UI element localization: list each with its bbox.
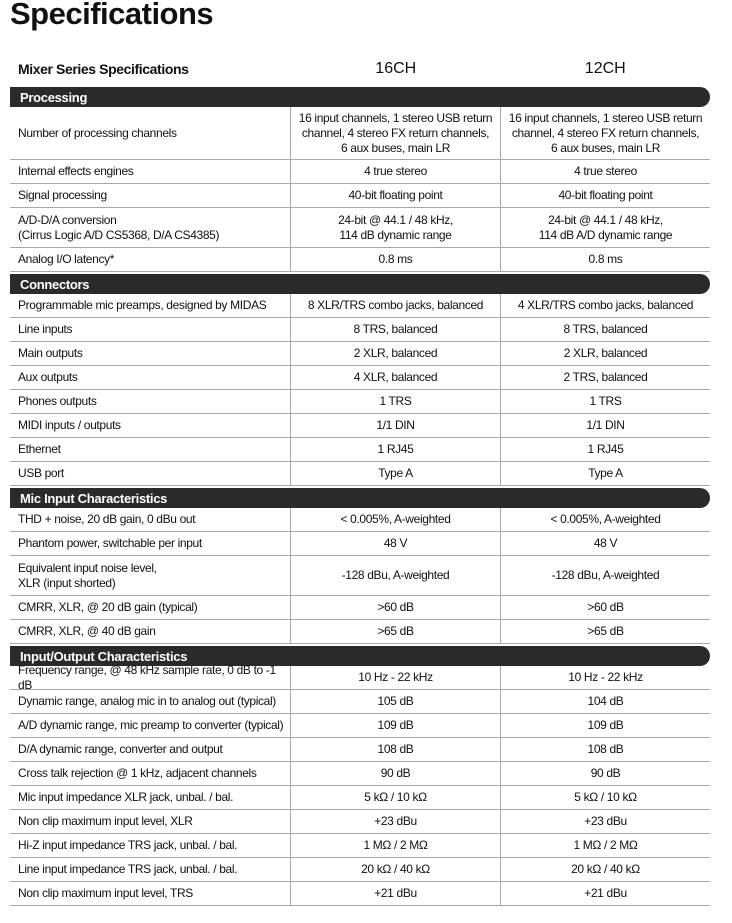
- spec-label-cell: [10, 390, 291, 413]
- spec-value-cell-16ch: [291, 834, 501, 857]
- column-header-16ch: 16CH: [375, 60, 417, 77]
- spec-row: [10, 184, 710, 208]
- spec-value-cell-16ch: [291, 294, 501, 317]
- spec-label-cell: [10, 107, 291, 159]
- spec-row: [10, 107, 710, 160]
- spec-label: MIDI inputs / outputs: [18, 418, 121, 432]
- spec-row: [10, 762, 710, 786]
- spec-label-cell: [10, 882, 291, 905]
- spec-value-cell-16ch: [291, 762, 501, 785]
- spec-label-cell: [10, 620, 291, 643]
- spec-value-cell-12ch: [501, 508, 710, 531]
- spec-row: [10, 342, 710, 366]
- spec-label: Cross talk rejection @ 1 kHz, adjacent channels: [18, 766, 257, 780]
- section-header-processing: Processing: [10, 87, 710, 107]
- spec-value-12ch: 1 MΩ / 2 MΩ: [573, 838, 638, 852]
- spec-value-cell-16ch: [291, 107, 501, 159]
- spec-value-cell-12ch: [501, 858, 710, 881]
- spec-row: [10, 858, 710, 882]
- spec-value-12ch: Type A: [588, 466, 623, 480]
- spec-value-cell-12ch: [501, 390, 710, 413]
- spec-label-cell: [10, 556, 291, 595]
- spec-label-cell: [10, 834, 291, 857]
- spec-value-cell-12ch: [501, 184, 710, 207]
- spec-value-12ch: 20 kΩ / 40 kΩ: [571, 862, 640, 876]
- spec-value-cell-16ch: [291, 810, 501, 833]
- spec-label-cell: [10, 294, 291, 317]
- spec-value-cell-16ch: [291, 556, 501, 595]
- spec-value-cell-16ch: [291, 532, 501, 555]
- spec-label: USB port: [18, 466, 64, 480]
- spec-value-cell-16ch: [291, 160, 501, 183]
- spec-row: [10, 390, 710, 414]
- spec-value-cell-12ch: [501, 318, 710, 341]
- spec-value-cell-12ch: [501, 438, 710, 461]
- spec-label: Hi-Z input impedance TRS jack, unbal. / bal.: [18, 838, 238, 852]
- spec-row: [10, 738, 710, 762]
- spec-row: [10, 834, 710, 858]
- spec-value-cell-12ch: [501, 786, 710, 809]
- spec-value-cell-16ch: [291, 248, 501, 271]
- spec-value-12ch: -128 dBu, A-weighted: [551, 568, 660, 582]
- spec-label: Mic input impedance XLR jack, unbal. / bal.: [18, 790, 234, 804]
- spec-value-cell-16ch: [291, 714, 501, 737]
- spec-value-16ch: +21 dBu: [374, 886, 417, 900]
- spec-value-cell-16ch: [291, 366, 501, 389]
- spec-value-12ch: 8 TRS, balanced: [563, 322, 648, 336]
- spec-label-cell: [10, 208, 291, 247]
- spec-value-cell-12ch: [501, 690, 710, 713]
- spec-row: [10, 208, 710, 248]
- spec-label: Line inputs: [18, 322, 73, 336]
- spec-value-cell-12ch: [501, 160, 710, 183]
- spec-label: Aux outputs: [18, 370, 78, 384]
- spec-label: A/D-D/A conversion (Cirrus Logic A/D CS5368, D/A CS4385): [18, 212, 220, 242]
- spec-value-12ch: 104 dB: [587, 694, 624, 708]
- spec-label: Main outputs: [18, 346, 83, 360]
- spec-value-cell-12ch: [501, 666, 710, 689]
- table-title: Mixer Series Specifications: [18, 61, 189, 77]
- spec-value-16ch: 5 kΩ / 10 kΩ: [364, 790, 427, 804]
- spec-value-cell-12ch: [501, 294, 710, 317]
- spec-value-12ch: 40-bit floating point: [558, 188, 653, 202]
- spec-value-cell-16ch: [291, 666, 501, 689]
- spec-value-16ch: 10 Hz - 22 kHz: [358, 670, 433, 684]
- spec-row: [10, 366, 710, 390]
- spec-label: Signal processing: [18, 188, 107, 202]
- section-header-input-output-characteristics: Input/Output Characteristics: [10, 646, 710, 666]
- spec-value-16ch: 20 kΩ / 40 kΩ: [361, 862, 430, 876]
- spec-label: Internal effects engines: [18, 164, 134, 178]
- spec-value-cell-16ch: [291, 596, 501, 619]
- spec-label: Frequency range, @ 48 kHz sample rate, 0 dB to -1 dB: [18, 662, 276, 692]
- spec-value-cell-16ch: [291, 342, 501, 365]
- spec-value-16ch: 90 dB: [380, 766, 411, 780]
- spec-value-cell-16ch: [291, 620, 501, 643]
- spec-label-cell: [10, 532, 291, 555]
- spec-value-16ch: 40-bit floating point: [348, 188, 443, 202]
- spec-value-12ch: +21 dBu: [584, 886, 627, 900]
- spec-value-cell-12ch: [501, 414, 710, 437]
- spec-label: THD + noise, 20 dB gain, 0 dBu out: [18, 512, 196, 526]
- spec-value-12ch: 4 true stereo: [574, 164, 637, 178]
- specifications-table: [10, 85, 710, 906]
- spec-value-12ch: 90 dB: [590, 766, 621, 780]
- spec-label: Line input impedance TRS jack, unbal. / bal.: [18, 862, 238, 876]
- spec-value-12ch: 108 dB: [587, 742, 624, 756]
- spec-value-16ch: 8 XLR/TRS combo jacks, balanced: [307, 298, 484, 312]
- spec-value-cell-16ch: [291, 690, 501, 713]
- spec-label: Phantom power, switchable per input: [18, 536, 202, 550]
- spec-label: Non clip maximum input level, TRS: [18, 886, 193, 900]
- spec-value-16ch: 109 dB: [377, 718, 414, 732]
- spec-value-16ch: Type A: [378, 466, 413, 480]
- spec-value-cell-16ch: [291, 882, 501, 905]
- spec-value-16ch: 4 XLR, balanced: [353, 370, 438, 384]
- spec-value-16ch: -128 dBu, A-weighted: [341, 568, 450, 582]
- spec-row: [10, 294, 710, 318]
- spec-row: [10, 556, 710, 596]
- spec-row: [10, 596, 710, 620]
- spec-value-12ch: 4 XLR/TRS combo jacks, balanced: [517, 298, 694, 312]
- spec-value-cell-12ch: [501, 366, 710, 389]
- spec-value-12ch: >65 dB: [587, 624, 624, 638]
- spec-value-cell-12ch: [501, 738, 710, 761]
- spec-value-16ch: 16 input channels, 1 stereo USB return channel, 4 stereo FX return channels, 6 aux buses, main LR: [298, 110, 493, 155]
- spec-row: [10, 508, 710, 532]
- spec-value-12ch: 0.8 ms: [588, 252, 623, 266]
- spec-value-cell-16ch: [291, 462, 501, 485]
- spec-value-12ch: 48 V: [593, 536, 618, 550]
- spec-value-cell-12ch: [501, 342, 710, 365]
- spec-value-cell-12ch: [501, 762, 710, 785]
- spec-row: [10, 414, 710, 438]
- spec-value-cell-12ch: [501, 810, 710, 833]
- spec-row: [10, 438, 710, 462]
- spec-value-cell-16ch: [291, 414, 501, 437]
- spec-row: [10, 882, 710, 906]
- spec-label: Ethernet: [18, 442, 61, 456]
- spec-label-cell: [10, 160, 291, 183]
- spec-label: Number of processing channels: [18, 125, 177, 140]
- spec-label-cell: [10, 596, 291, 619]
- spec-row: [10, 318, 710, 342]
- section-header-connectors: Connectors: [10, 274, 710, 294]
- spec-label-cell: [10, 318, 291, 341]
- spec-label-cell: [10, 662, 291, 692]
- spec-label: D/A dynamic range, converter and output: [18, 742, 223, 756]
- spec-value-cell-16ch: [291, 208, 501, 247]
- spec-label: Equivalent input noise level, XLR (input shorted): [18, 560, 157, 590]
- spec-label-cell: [10, 786, 291, 809]
- spec-value-16ch: >65 dB: [377, 624, 414, 638]
- spec-label: Analog I/O latency*: [18, 252, 115, 266]
- spec-value-12ch: 1 RJ45: [587, 442, 624, 456]
- spec-value-16ch: 24-bit @ 44.1 / 48 kHz, 114 dB dynamic range: [338, 212, 453, 242]
- spec-value-16ch: >60 dB: [377, 600, 414, 614]
- spec-row: [10, 248, 710, 272]
- spec-row: [10, 662, 710, 692]
- spec-label-cell: [10, 690, 291, 713]
- spec-value-16ch: 1/1 DIN: [376, 418, 415, 432]
- spec-value-cell-12ch: [501, 834, 710, 857]
- spec-row: [10, 810, 710, 834]
- spec-value-16ch: 8 TRS, balanced: [353, 322, 438, 336]
- spec-value-12ch: 16 input channels, 1 stereo USB return channel, 4 stereo FX return channels, 6 aux buses, main LR: [508, 110, 703, 155]
- spec-label-cell: [10, 248, 291, 271]
- spec-value-12ch: 2 TRS, balanced: [563, 370, 648, 384]
- spec-row: [10, 620, 710, 644]
- spec-value-16ch: 0.8 ms: [378, 252, 413, 266]
- spec-label-cell: [10, 508, 291, 531]
- spec-row: [10, 462, 710, 486]
- spec-value-12ch: 109 dB: [587, 718, 624, 732]
- spec-value-12ch: 1/1 DIN: [586, 418, 625, 432]
- spec-value-16ch: 48 V: [383, 536, 408, 550]
- spec-value-cell-12ch: [501, 556, 710, 595]
- spec-value-12ch: 1 TRS: [589, 394, 622, 408]
- spec-value-16ch: 1 MΩ / 2 MΩ: [363, 838, 428, 852]
- table-header: [10, 55, 710, 83]
- spec-label-cell: [10, 414, 291, 437]
- spec-row: [10, 532, 710, 556]
- spec-value-12ch: >60 dB: [587, 600, 624, 614]
- spec-label-cell: [10, 762, 291, 785]
- spec-value-cell-16ch: [291, 738, 501, 761]
- spec-value-12ch: 10 Hz - 22 kHz: [568, 670, 643, 684]
- section-header-mic-input-characteristics: Mic Input Characteristics: [10, 488, 710, 508]
- spec-label: CMRR, XLR, @ 40 dB gain: [18, 624, 156, 638]
- spec-value-16ch: 1 TRS: [379, 394, 412, 408]
- spec-value-cell-16ch: [291, 318, 501, 341]
- spec-value-cell-12ch: [501, 596, 710, 619]
- spec-value-12ch: 5 kΩ / 10 kΩ: [574, 790, 637, 804]
- page-title: Specifications: [10, 0, 214, 31]
- spec-value-16ch: 108 dB: [377, 742, 414, 756]
- spec-value-cell-12ch: [501, 620, 710, 643]
- spec-row: [10, 690, 710, 714]
- spec-value-16ch: < 0.005%, A-weighted: [340, 512, 451, 526]
- spec-value-cell-16ch: [291, 390, 501, 413]
- spec-label-cell: [10, 810, 291, 833]
- spec-value-cell-16ch: [291, 858, 501, 881]
- spec-value-12ch: 24-bit @ 44.1 / 48 kHz, 114 dB A/D dynamic range: [538, 212, 673, 242]
- spec-label: Phones outputs: [18, 394, 97, 408]
- spec-label-cell: [10, 342, 291, 365]
- spec-label-cell: [10, 438, 291, 461]
- spec-value-cell-12ch: [501, 248, 710, 271]
- spec-label: CMRR, XLR, @ 20 dB gain (typical): [18, 600, 198, 614]
- spec-value-cell-12ch: [501, 107, 710, 159]
- spec-label: Programmable mic preamps, designed by MIDAS: [18, 298, 267, 312]
- spec-label-cell: [10, 462, 291, 485]
- spec-value-cell-12ch: [501, 462, 710, 485]
- spec-label-cell: [10, 714, 291, 737]
- spec-label-cell: [10, 738, 291, 761]
- spec-row: [10, 714, 710, 738]
- spec-label: Non clip maximum input level, XLR: [18, 814, 193, 828]
- spec-value-cell-12ch: [501, 208, 710, 247]
- column-header-12ch: 12CH: [584, 60, 626, 77]
- spec-value-cell-12ch: [501, 532, 710, 555]
- spec-label: A/D dynamic range, mic preamp to converter (typical): [18, 718, 284, 732]
- spec-label-cell: [10, 184, 291, 207]
- spec-label-cell: [10, 366, 291, 389]
- spec-value-16ch: +23 dBu: [374, 814, 417, 828]
- spec-value-cell-16ch: [291, 786, 501, 809]
- spec-value-16ch: 105 dB: [377, 694, 414, 708]
- spec-value-16ch: 2 XLR, balanced: [353, 346, 438, 360]
- spec-row: [10, 786, 710, 810]
- spec-value-cell-16ch: [291, 508, 501, 531]
- spec-value-cell-16ch: [291, 184, 501, 207]
- spec-value-16ch: 1 RJ45: [377, 442, 414, 456]
- spec-value-12ch: 2 XLR, balanced: [563, 346, 648, 360]
- spec-value-12ch: < 0.005%, A-weighted: [550, 512, 661, 526]
- spec-label-cell: [10, 858, 291, 881]
- spec-row: [10, 160, 710, 184]
- spec-value-cell-12ch: [501, 714, 710, 737]
- spec-value-16ch: 4 true stereo: [364, 164, 427, 178]
- spec-label: Dynamic range, analog mic in to analog out (typical): [18, 694, 276, 708]
- spec-value-12ch: +23 dBu: [584, 814, 627, 828]
- spec-value-cell-12ch: [501, 882, 710, 905]
- spec-value-cell-16ch: [291, 438, 501, 461]
